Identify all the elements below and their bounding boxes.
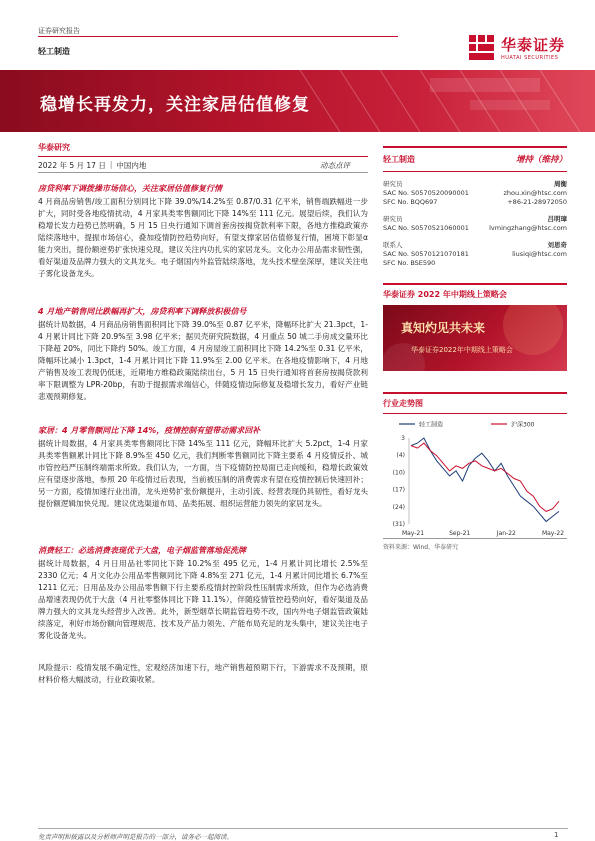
section-text: 据统计局数据，4 月商品房销售面积同比下降 39.0%至 0.87 亿平米，降幅环比扩大 21.3pct，1-4 月累计同比下降 20.9%至 3.98 亿平米；据贝壳研究院数据，4 月重点 50 城二手房成交量环比下降超 20%，同比下降约 50%。竣工方面，4 月房屋竣工面积同比下降 14.2%至 0.31 亿平米，降幅环比减小 1.3pct，1-4 月累计同比下降 11.9%至 2.00 亿平米。在各地疫情影响下，4 月地产销售及竣工表现仍低迷，近期地方维稳政策陆续出台，5 月 15 日央行通知将首套房按揭贷款利率下限调整为 LPR-20bp，有助于提振需求端信心，伴随疫情边际修复及稳增长发力，看好产业链悲观预期修复。 [38, 320, 368, 401]
analyst-sac: SAC No. S0570521060001 [383, 224, 469, 232]
section-title: 4 月地产销售同比跌幅再扩大，房贷利率下调释放积极信号 [38, 307, 247, 316]
report-type-label: 证券研究报告 [38, 27, 80, 35]
industry-tag: 轻工制造 [38, 47, 70, 56]
header-divider [38, 36, 398, 37]
x-tick-label: May-22 [541, 530, 565, 537]
analyst-sfc: SFC No. BSE590 [383, 259, 436, 267]
industry-chart-block [383, 392, 567, 551]
analyst-role: 研究员 [383, 180, 403, 188]
analyst-email[interactable]: liusiqi@htsc.com [512, 250, 567, 258]
page-number: 1 [554, 831, 559, 839]
report-title: 稳增长再发力，关注家居估值修复 [40, 95, 310, 115]
report-region: 中国内地 [116, 161, 147, 170]
footer-divider [38, 828, 568, 829]
section-title: 家居：4 月零售额同比下降 14%，疫情控制有望带动需求回补 [38, 426, 261, 435]
summary-title: 房贷利率下调拨操市场信心，关注家居估值修复行情 [38, 184, 222, 193]
org-name: 华泰研究 [38, 143, 70, 152]
x-tick-label: Jan-22 [496, 530, 516, 537]
analyst-email[interactable]: zhou.xin@htsc.com [503, 189, 567, 197]
section-furniture [38, 425, 368, 510]
analyst-card [383, 241, 567, 268]
chart-source: 资料来源：Wind，华泰研究 [383, 544, 459, 551]
summary-block [38, 183, 368, 280]
section-consumer-light [38, 545, 368, 642]
analyst-sac: SAC No. S0570520090001 [383, 189, 469, 197]
meta-bottom-rule [38, 172, 368, 173]
x-tick-label: May-21 [401, 530, 425, 537]
logo-text-en: HUATAI SECURITIES [500, 55, 559, 61]
footer-disclaimer: 免责声明和披露以及分析师声明是报告的一部分，请务必一起阅读。 [38, 833, 233, 841]
analyst-sfc: SFC No. BQQ697 [383, 198, 438, 206]
report-date: 2022 年 5 月 17 日 [38, 161, 106, 170]
rating-value: 增持（维持） [515, 155, 567, 165]
promo-block [383, 283, 567, 371]
y-tick-label: (17) [392, 486, 405, 494]
analyst-name: 刘思奇 [547, 241, 567, 249]
analyst-card [383, 215, 567, 233]
section-text: 据统计局数据，4 月家具类零售额同比下降 14%至 111 亿元，降幅环比扩大 5.2pct，1-4 月家具类零售额累计同比下降 8.9%至 450 亿元，我们判断零售额同比下降主要系 4 月疫情反扑、城市管控趋严压制终端需求所致。我们认为，一方面，当下疫情防控局面已走向缓和，稳增长政策效应有望逐步落地，参照 20 年疫情过后表现，当前被压制的消费需求有望在疫情控制后快速回补；另一方面，疫情加速行业出清，龙头逆势扩张份额提升，主动引流、经营表现仍具韧性，看好龙头提份额逻辑加快兑现。建议优选渠道布局、品类拓展、组织运营能力领先的家居龙头。 [38, 439, 368, 508]
chart-title: 行业走势图 [383, 392, 567, 409]
analyst-phone: +86-21-28972050 [507, 198, 567, 206]
analyst-role: 研究员 [383, 215, 403, 223]
analyst-card [383, 180, 567, 207]
y-tick-label: (10) [392, 469, 405, 477]
analyst-email[interactable]: lvmingzhang@htsc.com [489, 224, 567, 232]
summary-text: 4 月商品房销售/竣工面积分别同比下降 39.0%/14.2%至 0.87/0.31 亿平米，销售端跌幅进一步扩大，同时受各地疫情扰动，4 月家具类零售额同比下降 14%至 111 亿元。展望后续，我们认为稳增长发力趋势已然明确，5 月 15 日央行通知下调首套房按揭贷款利率下限，各地方推稳政策亦陆续落地中，提振市场信心，叠加疫情防控趋势向好，有望支撑家居估值修复行情，困境下彰显α能力突出，提份额逆势扩张快速兑现，建议关注内功扎实的家居龙头。文化办公用品需求韧性强，看好渠道及品牌力强大的文具龙头。电子烟国内外监管陆续落地，龙头技术壁垒深厚，建议关注电子雾化设备龙头。 [38, 197, 368, 278]
risk-block [38, 662, 368, 686]
analyst-role: 联系人 [383, 241, 403, 249]
analyst-name: 周衡 [554, 180, 567, 188]
promo-img-line2: 华泰证券2022年中期线上策略会 [411, 346, 513, 354]
meta-row: 2022 年 5 月 17 日 | 中国内地 [38, 160, 147, 170]
y-tick-label: (4) [396, 452, 405, 460]
huatai-logo [469, 34, 565, 61]
section-title: 消费轻工：必选消费表现优于大盘，电子烟监管落地促洗牌 [38, 546, 246, 555]
legend-label: 轻工制造 [419, 421, 444, 429]
y-tick-label: (24) [392, 503, 405, 511]
y-tick-label: (31) [392, 521, 405, 528]
trend-chart [383, 416, 567, 538]
x-tick-label: Sep-21 [449, 530, 471, 537]
series-line [411, 443, 559, 511]
promo-img-line1: 真知灼见共未来 [401, 321, 486, 335]
analyst-name: 吕明璋 [547, 215, 567, 223]
promo-title: 华泰证券 2022 年中期线上策略会 [383, 283, 567, 300]
report-kind: 动态点评 [320, 161, 350, 170]
promo-image[interactable] [383, 305, 567, 371]
analyst-sac: SAC No. S0570121070181 [383, 250, 469, 258]
y-tick-label: 3 [401, 435, 405, 442]
rating-box [383, 146, 567, 268]
section-real-estate [38, 306, 368, 403]
logo-mark-icon [469, 35, 495, 61]
section-text: 据统计局数据，4 月日用品社零同比下降 10.2%至 495 亿元，1-4 月累计同比增长 2.5%至 2330 亿元；4 月文化办公用品零售额同比下降 4.8%至 271 亿元，1-4 月累计同比增长 6.7%至 1211 亿元；日用品及办公用品零售额下行主要系疫情封控阶段性压制需求所致，但作为必选消费品增速表现仍优于大盘（4 月社零整体同比下降 11.1%），伴随疫情管控趋势向好，看好渠道及品牌力强大的文具龙头经营步入改善。此外，新型烟草长期监管趋势不改，国内外电子烟监管政策陆续落定，利好市场份额向管理规范、技术及产品力领先、产能布局充足的龙头集中，建议关注电子雾化设备龙头。 [38, 559, 368, 640]
risk-text: 风险提示：疫情发展不确定性，宏观经济加速下行，地产销售超预期下行，下游需求不及预期，原材料价格大幅波动，行业政策收紧。 [38, 663, 368, 684]
logo-text-cn: 华泰证券 [500, 36, 565, 54]
rating-industry: 轻工制造 [383, 154, 415, 164]
legend-label: 沪深300 [511, 421, 535, 429]
series-line [411, 438, 559, 522]
meta-top-rule [38, 156, 368, 157]
